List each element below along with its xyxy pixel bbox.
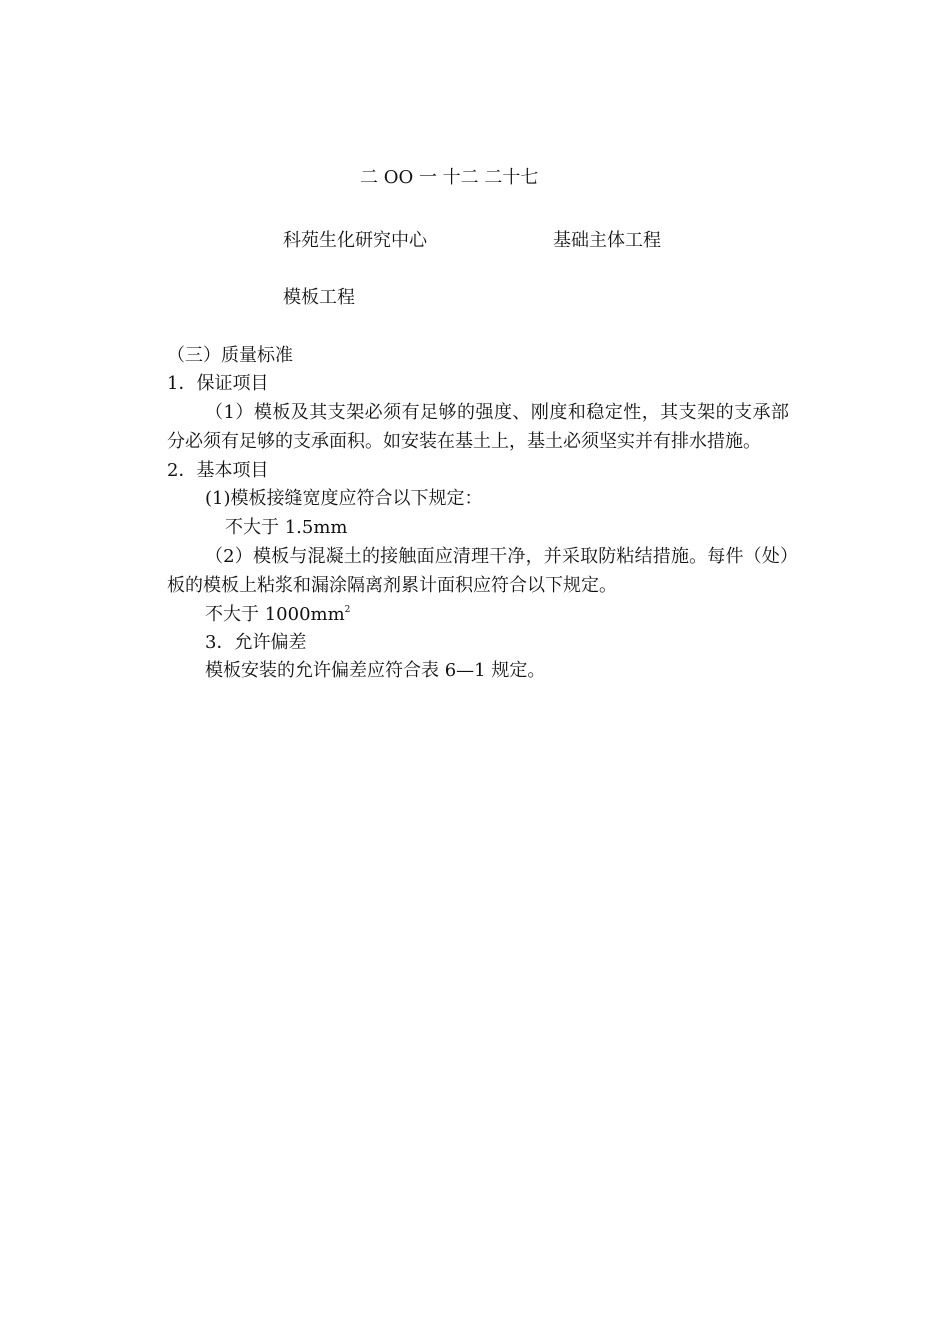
area-limit-superscript: 2	[344, 605, 351, 615]
contact-surface-paragraph: （2）模板与混凝土的接触面应清理干净，并采取防粘结措施。每件（处）板的模板上粘浆和漏涂隔离剂累计面积应符合以下规定。	[167, 546, 789, 596]
guarantee-items-paragraph: （1）模板及其支架必须有足够的强度、刚度和稳定性，其支架的支承部分必须有足够的支承面积。如安装在基土上，基土必须坚实并有排水措施。	[167, 402, 789, 452]
project-name: 科苑生化研究中心	[283, 230, 427, 251]
header-date: 二 OO 一 十二 二十七	[360, 167, 539, 188]
joint-width-value: 不大于 1.5mm	[225, 517, 348, 538]
section-name: 基础主体工程	[553, 230, 661, 251]
sub-section-name: 模板工程	[283, 287, 355, 308]
area-limit-value	[205, 605, 350, 625]
allowable-deviation-title: 3．允许偏差	[205, 632, 307, 653]
allowable-deviation-text: 模板安装的允许偏差应符合表 6—1 规定。	[205, 660, 546, 681]
quality-standard-heading: （三）质量标准	[167, 345, 293, 366]
area-limit-number: 不大于 1000mm	[205, 604, 345, 625]
joint-width-rule: (1)模板接缝宽度应符合以下规定：	[205, 488, 483, 509]
basic-items-title: 2．基本项目	[167, 460, 269, 481]
guarantee-items-title: 1．保证项目	[167, 373, 269, 394]
